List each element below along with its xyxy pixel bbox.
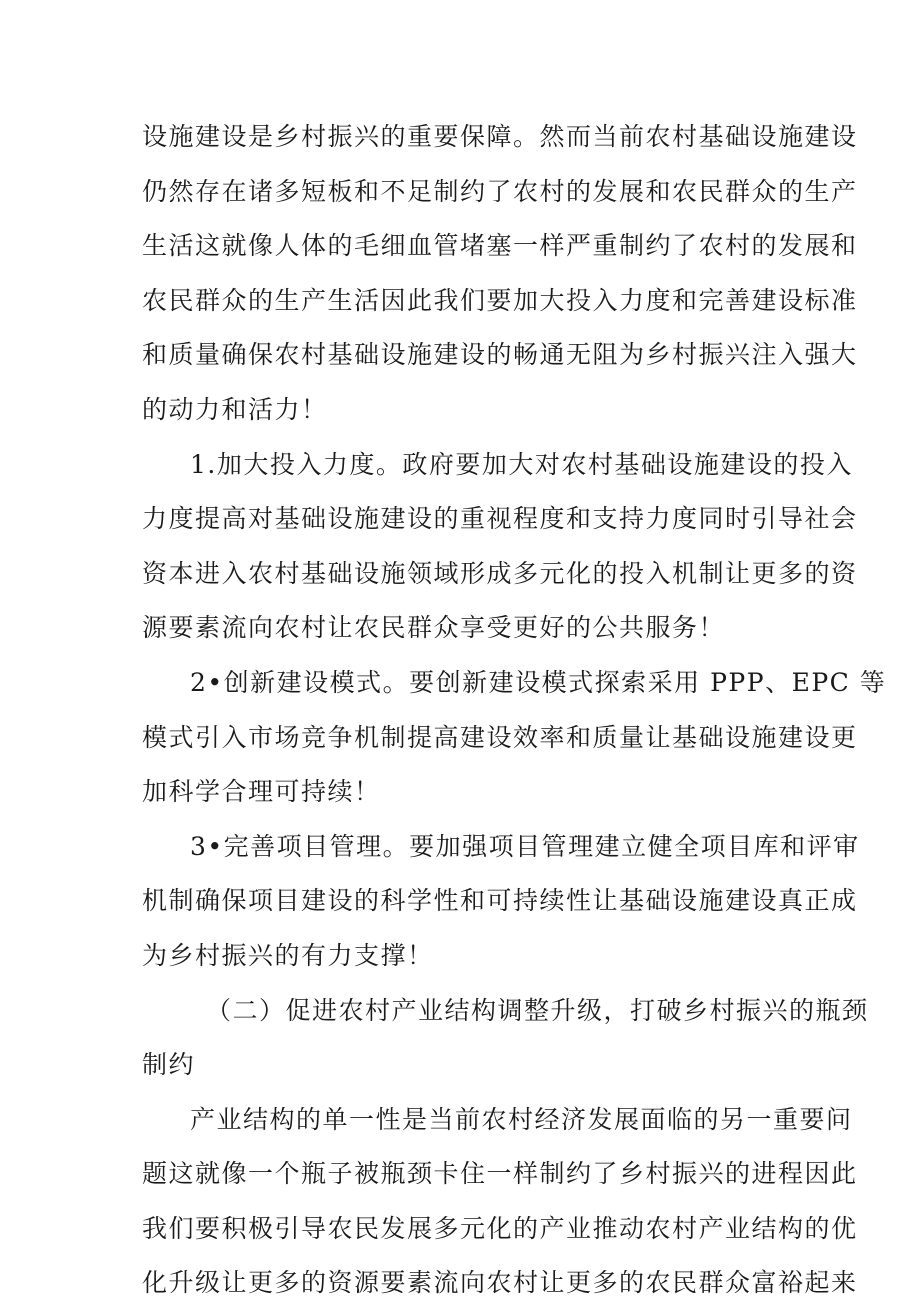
text-line: 化升级让更多的资源要素流向农村让更多的农民群众富裕起来 [142,1268,858,1298]
text-line: 2•创新建设模式。要创新建设模式探索采用 PPP、EPC 等 [190,667,887,697]
text-line: 设施建设是乡村振兴的重要保障。然而当前农村基础设施建设 [142,122,858,151]
document-body [142,110,887,1311]
text-line: 仍然存在诸多短板和不足制约了农村的发展和农民群众的生产 [142,176,858,206]
text-line: 我们要积极引导农民发展多元化的产业推动农村产业结构的优 [142,1213,858,1243]
text-line: 生活这就像人体的毛细血管堵塞一样严重制约了农村的发展和 [142,231,858,261]
text-line: 题这就像一个瓶子被瓶颈卡住一样制约了乡村振兴的进程因此 [142,1159,858,1189]
text-line: 和质量确保农村基础设施建设的畅通无阻为乡村振兴注入强大 [142,340,858,370]
text-line: 为乡村振兴的有力支撑！ [142,940,434,970]
text-line: （二）促进农村产业结构调整升级，打破乡村振兴的瓶颈 [206,995,869,1025]
text-line: 的动力和活力！ [142,394,328,424]
text-line: 源要素流向农村让农民群众享受更好的公共服务！ [142,613,726,643]
text-line: 资本进入农村基础设施领域形成多元化的投入机制让更多的资 [142,558,858,588]
text-line: 制约 [142,1050,196,1080]
text-line: 加科学合理可持续！ [142,777,381,807]
text-line: 模式引入市场竞争机制提高建设效率和质量让基础设施建设更 [142,722,858,752]
text-line: 机制确保项目建设的科学性和可持续性让基础设施建设真正成 [142,886,858,916]
text-line: 产业结构的单一性是当前农村经济发展面临的另一重要问 [190,1104,853,1134]
text-line: 力度提高对基础设施建设的重视程度和支持力度同时引导社会 [142,504,858,534]
text-line: 1.加大投入力度。政府要加大对农村基础设施建设的投入 [190,449,853,479]
text-line: 3•完善项目管理。要加强项目管理建立健全项目库和评审 [190,831,860,861]
text-line: 农民群众的生产生活因此我们要加大投入力度和完善建设标准 [142,285,858,315]
